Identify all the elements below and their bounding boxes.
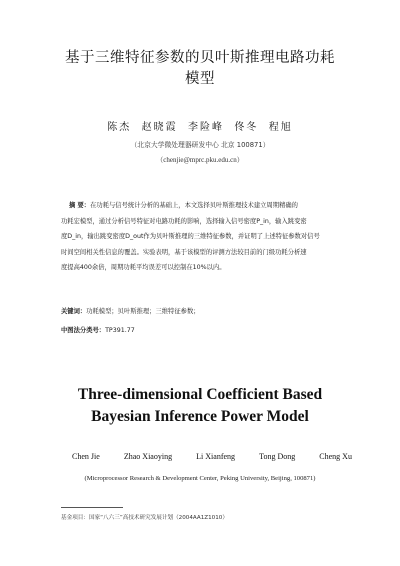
abstract-label: 摘 要： [69,202,91,209]
classification-value: TP391.77 [105,327,135,334]
author-cn: 佟冬 [234,122,259,133]
author-en: Tong Dong [259,452,296,461]
abstract-line: 摘 要：在功耗与信号统计分析的基础上，本文选择贝叶斯推理技术建立周期精确的 [69,202,298,209]
chinese-title-line-1: 基于三维特征参数的贝叶斯推理电路功耗 [65,50,335,66]
author-email: （chenjie@mprc.pku.edu.cn） [156,156,244,164]
classification-label: 中图法分类号： [61,327,106,334]
english-title-line-1: Three-dimensional Coefficient Based [77,386,323,403]
english-affiliation: (Microprocessor Research & Development Center, Peking University, Beijing, 100871) [84,475,316,482]
english-title-line-2: Bayesian Inference Power Model [91,408,309,425]
classification-number [61,325,135,334]
chinese-authors [0,118,400,133]
keywords-value: 功耗模型；贝叶斯推理；三维特征参数； [86,308,200,315]
chinese-title-line-2: 模型 [185,71,215,87]
abstract-line: 功耗宏模型，通过分析信号特征对电路功耗的影响，选择输入信号密度P_in，输入跳变密 [61,217,307,225]
abstract-line: 度提高400余倍，周期功耗平均误差可以控制在10%以内。 [61,264,226,272]
chinese-affiliation: （北京大学微处理器研发中心 北京 100871） [130,141,270,149]
abstract [61,198,341,276]
keywords [61,306,200,315]
author-cn: 赵晓霞 [141,122,178,133]
chinese-title [40,48,360,90]
author-en: Zhao Xiaoying [123,452,173,461]
author-en: Cheng Xu [319,452,352,461]
author-cn: 陈杰 [107,122,132,133]
english-title [30,384,370,428]
english-authors [72,452,352,461]
author-en: Li Xianfeng [196,452,236,461]
footnote-divider [61,507,123,508]
abstract-line: 度D_in，输出跳变密度D_out作为贝叶斯推理的三维特征参数，并证明了上述特征参数对信号 [61,233,320,241]
author-cn: 李险峰 [188,122,224,133]
abstract-line: 时间空间相关性信息的覆盖。实验表明，基于该模型的评测方法较目前的门级功耗分析速 [61,248,307,256]
author-en: Chen Jie [72,452,100,461]
keywords-label: 关键词： [61,308,87,315]
funding-footnote: 基金项目：国家“八六三”高技术研究发展计划（2004AA1Z1010） [61,515,228,521]
author-cn: 程旭 [268,122,293,133]
